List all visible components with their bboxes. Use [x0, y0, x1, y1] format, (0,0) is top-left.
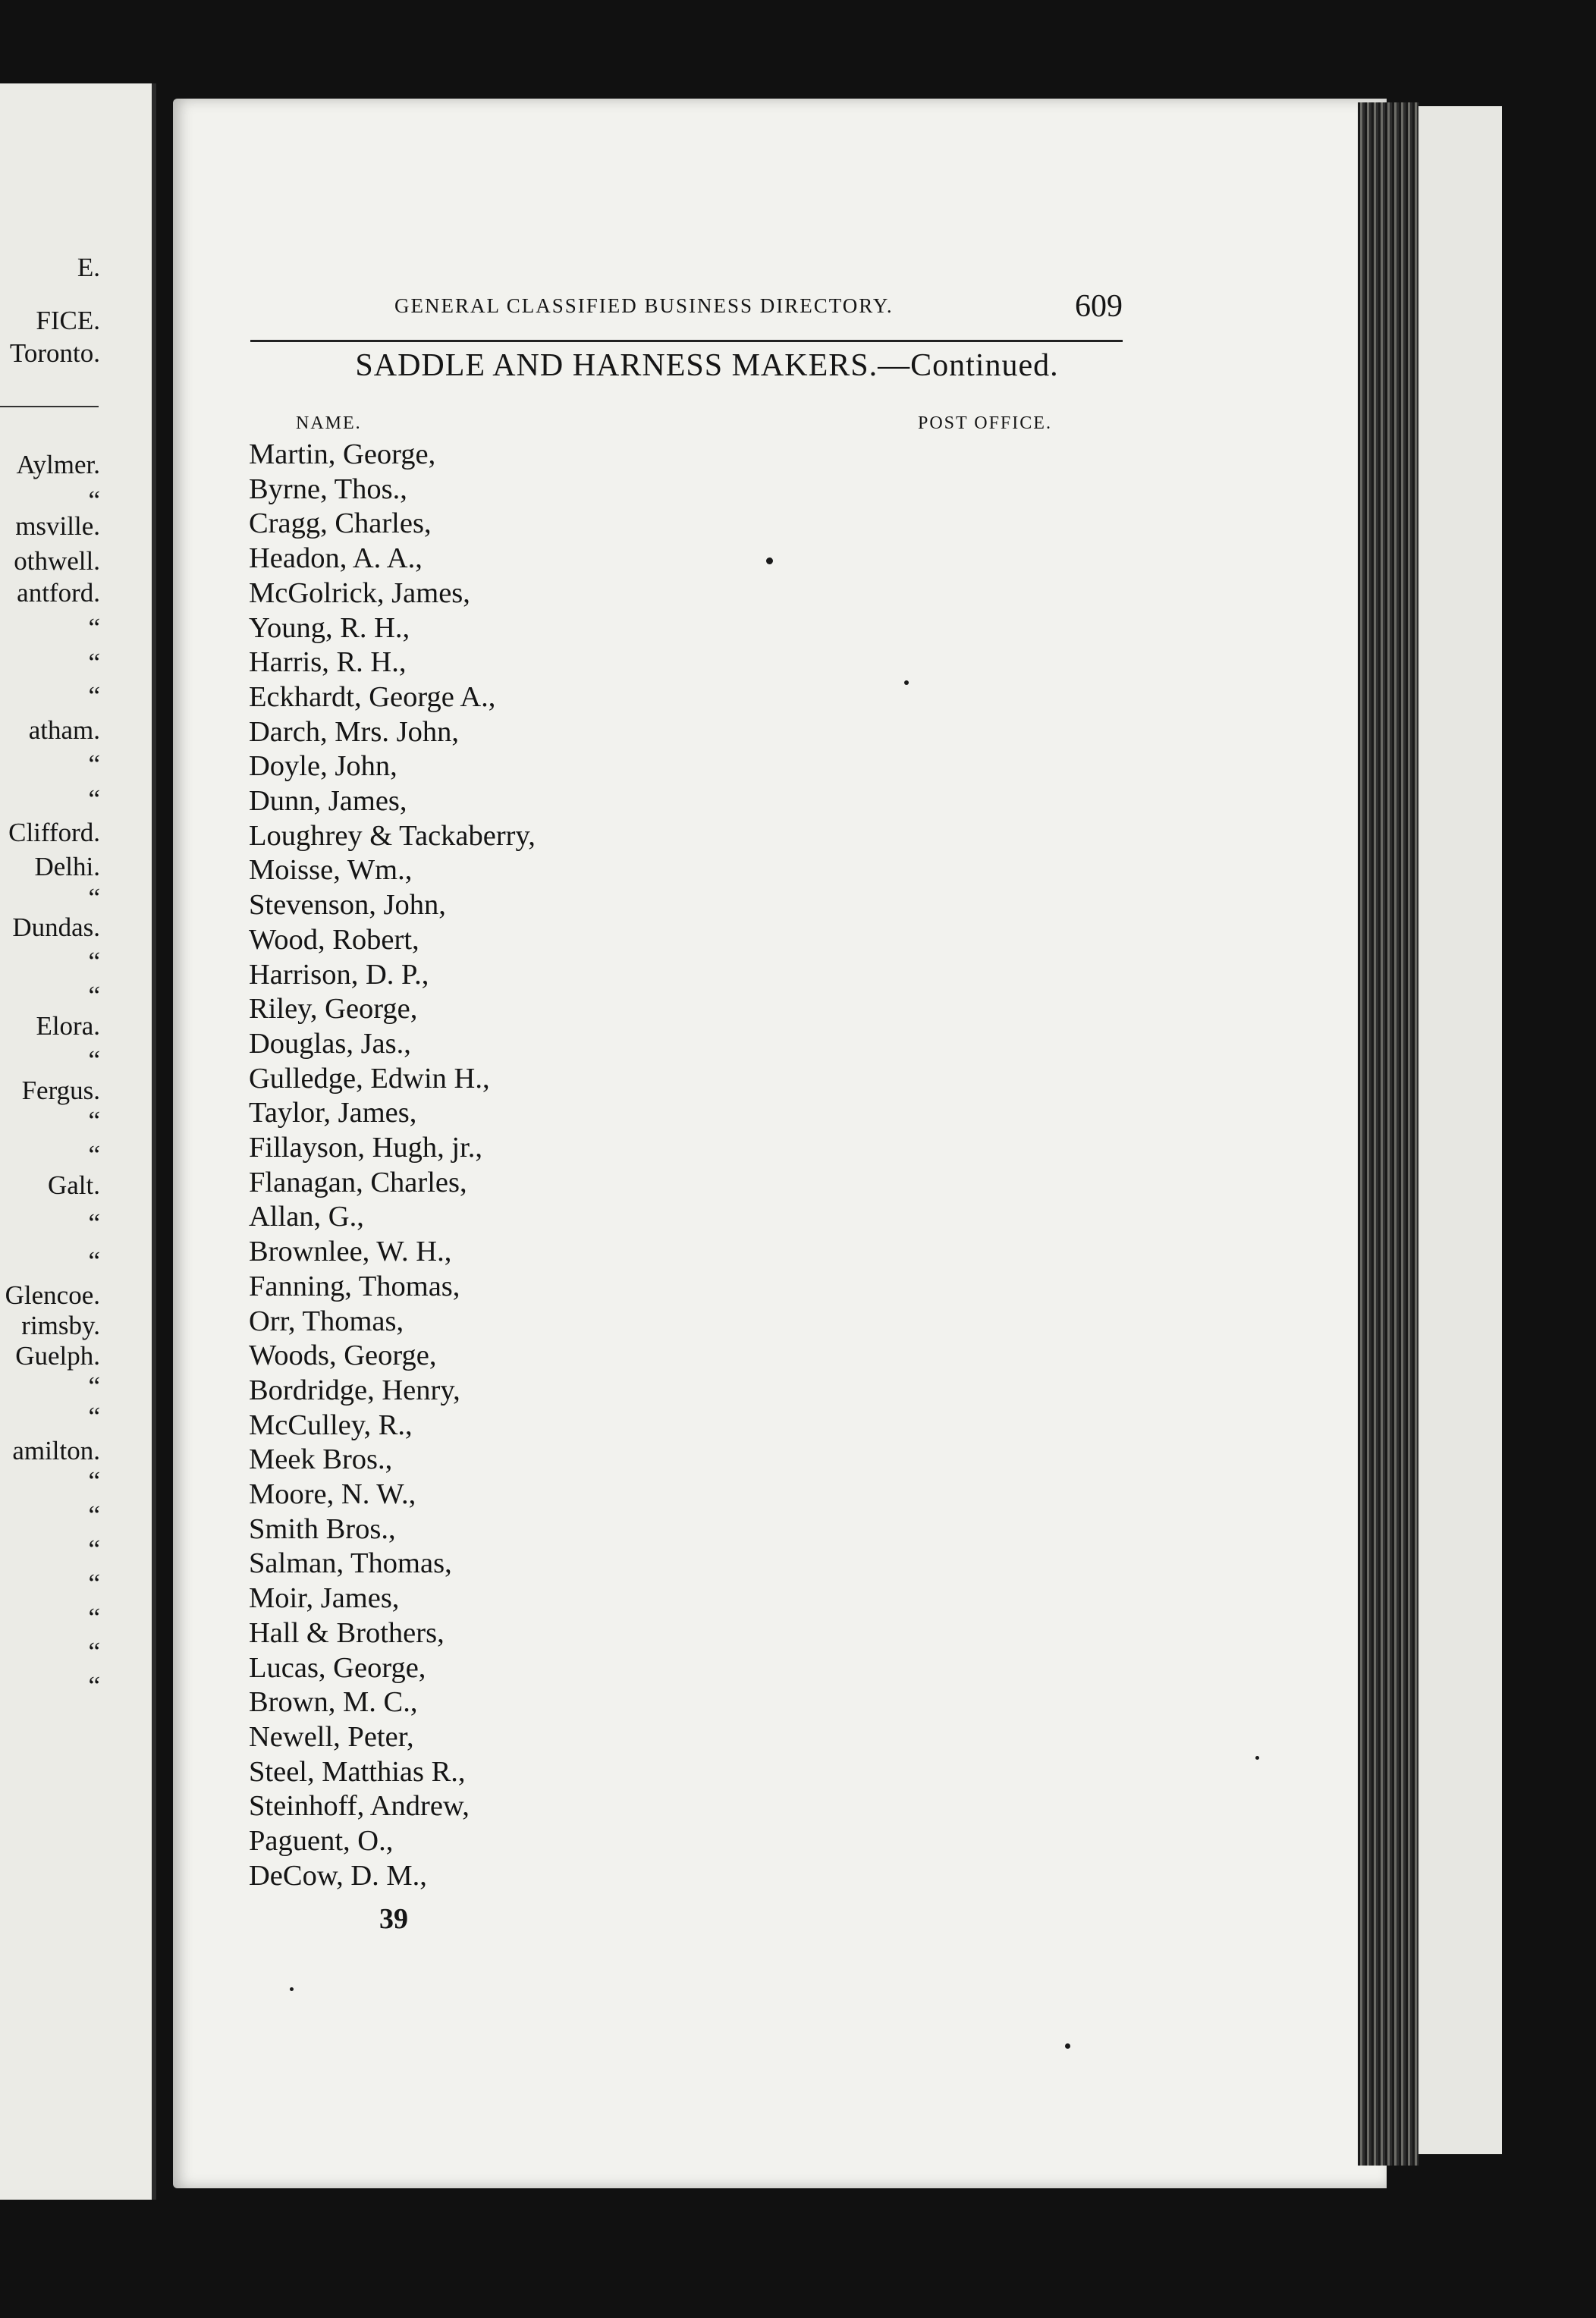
left-page-fragment: “	[88, 1106, 100, 1135]
entry-name: Martin, George,	[249, 438, 436, 470]
left-page-fragment: Guelph.	[15, 1341, 100, 1371]
left-page-fragment: “	[88, 1534, 100, 1564]
entry-name: Newell, Peter,	[249, 1720, 414, 1753]
entry-name: McGolrick, James,	[249, 576, 470, 609]
left-page-fragment: othwell.	[14, 546, 100, 576]
running-title: GENERAL CLASSIFIED BUSINESS DIRECTORY.	[394, 294, 894, 317]
left-page-fragment: Fergus.	[21, 1076, 100, 1105]
entry-name: Taylor, James,	[249, 1097, 417, 1129]
left-page-fragment: “	[88, 1500, 100, 1530]
left-page-fragment: Galt.	[47, 1170, 100, 1200]
entry-name: Brownlee, W. H.,	[249, 1236, 452, 1268]
entry-name: Allan, G.,	[249, 1201, 364, 1233]
entry-name: Wood, Robert,	[249, 923, 419, 956]
entry-name: Cragg, Charles,	[249, 507, 432, 540]
entry-name: Loughrey & Tackaberry,	[249, 819, 536, 852]
left-page-rule	[0, 406, 99, 407]
left-page-fragment: FICE.	[36, 306, 100, 335]
left-page-fragment: “	[88, 648, 100, 677]
entry-name: Harris, R. H.,	[249, 646, 407, 679]
entry-name: Moir, James,	[249, 1582, 400, 1615]
entry-name: Woods, George,	[249, 1340, 437, 1372]
entry-name: Byrne, Thos.,	[249, 473, 407, 505]
ink-speck	[290, 1987, 294, 1991]
entry-name: Salman, Thomas,	[249, 1547, 452, 1580]
left-page-fragment: Delhi.	[34, 852, 100, 881]
entry-name: Moore, N. W.,	[249, 1478, 416, 1510]
entry-name: Bordridge, Henry,	[249, 1374, 460, 1406]
entry-name: Flanagan, Charles,	[249, 1166, 467, 1198]
entry-name: DeCow, D. M.,	[249, 1859, 427, 1892]
left-page-fragment: “	[88, 1371, 100, 1401]
entry-name: Headon, A. A.,	[249, 542, 423, 575]
left-page-fragment: “	[88, 1466, 100, 1496]
entry-name: Stevenson, John,	[249, 889, 446, 922]
left-page-fragment: “	[88, 1637, 100, 1666]
page-edges	[1358, 102, 1418, 2166]
left-page-fragment: “	[88, 1045, 100, 1075]
column-header-post-office: POST OFFICE.	[918, 413, 1052, 433]
signature-mark: 39	[379, 1903, 408, 1935]
left-page-fragment: Glencoe.	[5, 1280, 100, 1310]
left-page-fragment: “	[88, 1569, 100, 1598]
entry-name: Steinhoff, Andrew,	[249, 1790, 470, 1823]
entry-name: Meek Bros.,	[249, 1443, 393, 1476]
page-number: 609	[1075, 289, 1123, 324]
left-page-fragment: “	[88, 485, 100, 515]
left-page-fragment: “	[88, 1246, 100, 1276]
entry-name: Dunn, James,	[249, 785, 407, 817]
left-page-fragment: Toronto.	[9, 338, 100, 368]
entry-name: Hall & Brothers,	[249, 1616, 445, 1649]
left-page-fragment: “	[88, 1208, 100, 1238]
left-page-fragment: “	[88, 1402, 100, 1431]
left-page-fragment: Aylmer.	[16, 450, 100, 479]
entry-name: Paguent, O.,	[249, 1825, 394, 1857]
left-page-fragment: “	[88, 784, 100, 814]
left-page	[0, 83, 156, 2200]
left-page-fragment: amilton.	[12, 1436, 100, 1465]
entry-name: Douglas, Jas.,	[249, 1027, 411, 1060]
left-page-fragment: “	[88, 1140, 100, 1170]
entry-name: Darch, Mrs. John,	[249, 715, 459, 748]
left-page-fragment: “	[88, 883, 100, 912]
entry-name: Moisse, Wm.,	[249, 854, 413, 887]
entry-name: Fanning, Thomas,	[249, 1270, 460, 1302]
entry-name: Doyle, John,	[249, 750, 397, 783]
left-page-fragment: “	[88, 749, 100, 779]
entry-name: Young, R. H.,	[249, 611, 410, 644]
left-page-fragment: “	[88, 1603, 100, 1632]
left-page-fragment: “	[88, 613, 100, 642]
entry-name: Brown, M. C.,	[249, 1686, 418, 1719]
ink-speck	[766, 558, 773, 564]
left-page-fragment: “	[88, 947, 100, 976]
entry-name: Eckhardt, George A.,	[249, 680, 496, 713]
entry-name: Orr, Thomas,	[249, 1305, 404, 1337]
entry-name: McCulley, R.,	[249, 1409, 413, 1441]
ink-speck	[1255, 1756, 1259, 1760]
running-head	[394, 289, 1123, 325]
ink-speck	[1065, 2043, 1070, 2049]
entry-name: Fillayson, Hugh, jr.,	[249, 1132, 483, 1164]
header-rule	[250, 340, 1123, 342]
left-page-fragment: “	[88, 681, 100, 711]
left-page-fragment: Clifford.	[8, 818, 100, 847]
column-header-name: NAME.	[296, 413, 362, 433]
book-cover	[1418, 106, 1502, 2154]
ink-speck	[904, 680, 909, 685]
left-page-fragment: E.	[77, 253, 100, 282]
left-page-fragment: Dundas.	[12, 912, 100, 942]
left-page-fragment: antford.	[17, 578, 100, 608]
entry-name: Riley, George,	[249, 993, 418, 1026]
entry-name: Lucas, George,	[249, 1651, 426, 1684]
left-page-fragment: Elora.	[36, 1011, 100, 1041]
left-page-fragment: rimsby.	[21, 1311, 100, 1340]
left-page-fragment: “	[88, 1671, 100, 1701]
entry-name: Steel, Matthias R.,	[249, 1755, 466, 1788]
left-page-fragment: msville.	[15, 511, 100, 541]
entry-name: Gulledge, Edwin H.,	[249, 1062, 490, 1095]
entry-name: Harrison, D. P.,	[249, 958, 429, 991]
section-title: SADDLE AND HARNESS MAKERS.—Continued.	[355, 348, 1059, 383]
entry-name: Smith Bros.,	[249, 1512, 396, 1545]
left-page-fragment: “	[88, 981, 100, 1010]
left-page-fragment: atham.	[28, 715, 100, 745]
